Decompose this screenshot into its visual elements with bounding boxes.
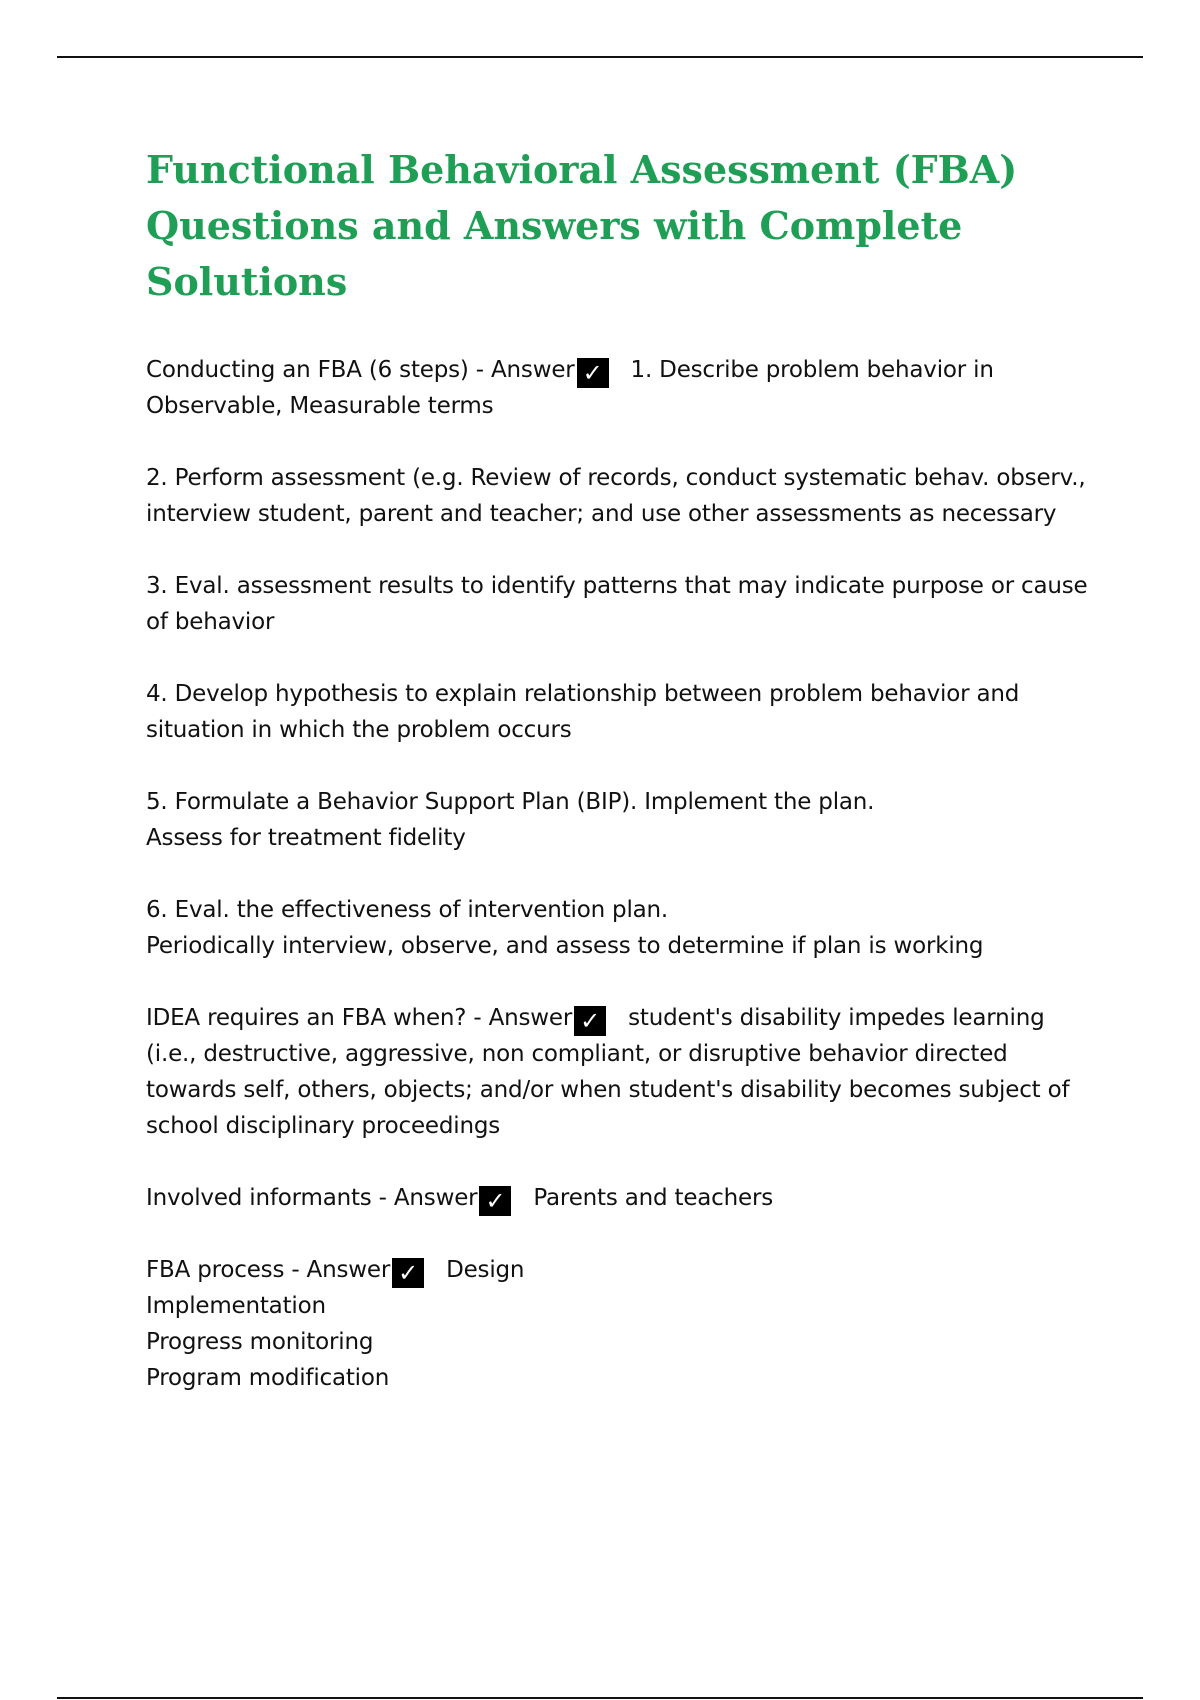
answer-text: Observable, Measurable terms xyxy=(146,393,494,419)
step-text: interview student, parent and teacher; and use other assessments as necessary xyxy=(146,501,1057,527)
question-text: Involved informants - Answer xyxy=(146,1185,478,1211)
bottom-rule xyxy=(57,1697,1143,1699)
step-text: Assess for treatment fidelity xyxy=(146,825,466,851)
checkmark-icon: ✓ xyxy=(392,1258,424,1288)
step-text: 4. Develop hypothesis to explain relationship between problem behavior and xyxy=(146,681,1020,707)
step-5 xyxy=(146,784,1096,856)
answer-text: student's disability impedes learning xyxy=(628,1005,1045,1031)
step-text: 5. Formulate a Behavior Support Plan (BIP). Implement the plan. xyxy=(146,789,875,815)
title-line-2: Questions and Answers with Complete Solutions xyxy=(146,203,963,304)
document-title xyxy=(146,142,1096,310)
qa-idea-requires-fba xyxy=(146,1000,1096,1144)
answer-text: towards self, others, objects; and/or when student's disability becomes subject of xyxy=(146,1077,1070,1103)
qa-line xyxy=(146,352,1096,388)
qa-fba-process xyxy=(146,1252,1096,1396)
step-text: 6. Eval. the effectiveness of intervention plan. xyxy=(146,897,669,923)
checkmark-icon: ✓ xyxy=(574,1006,606,1036)
step-3 xyxy=(146,568,1096,640)
answer-text: (i.e., destructive, aggressive, non compliant, or disruptive behavior directed xyxy=(146,1041,1008,1067)
checkmark-icon: ✓ xyxy=(577,358,609,388)
checkmark-icon: ✓ xyxy=(479,1186,511,1216)
step-4 xyxy=(146,676,1096,748)
answer-text: Implementation xyxy=(146,1293,326,1319)
step-text: 2. Perform assessment (e.g. Review of records, conduct systematic behav. observ., xyxy=(146,465,1086,491)
answer-text: Design xyxy=(446,1257,525,1283)
answer-text: Parents and teachers xyxy=(533,1185,773,1211)
step-6 xyxy=(146,892,1096,964)
question-text: FBA process - Answer xyxy=(146,1257,391,1283)
title-line-1: Functional Behavioral Assessment (FBA) xyxy=(146,147,1018,192)
step-text: Periodically interview, observe, and assess to determine if plan is working xyxy=(146,933,984,959)
qa-line xyxy=(146,1180,1096,1216)
step-text: situation in which the problem occurs xyxy=(146,717,572,743)
step-2 xyxy=(146,460,1096,532)
answer-text: Program modification xyxy=(146,1365,390,1391)
question-text: IDEA requires an FBA when? - Answer xyxy=(146,1005,573,1031)
step-text: of behavior xyxy=(146,609,275,635)
qa-line xyxy=(146,1252,1096,1288)
step-text: 3. Eval. assessment results to identify patterns that may indicate purpose or cause xyxy=(146,573,1088,599)
qa-line xyxy=(146,1000,1096,1036)
top-rule xyxy=(57,56,1143,58)
answer-text: school disciplinary proceedings xyxy=(146,1113,501,1139)
document-body xyxy=(146,142,1096,1432)
qa-involved-informants xyxy=(146,1180,1096,1216)
qa-conducting-fba xyxy=(146,352,1096,424)
question-text: Conducting an FBA (6 steps) - Answer xyxy=(146,357,575,383)
answer-text: Progress monitoring xyxy=(146,1329,374,1355)
answer-text: 1. Describe problem behavior in xyxy=(630,357,994,383)
